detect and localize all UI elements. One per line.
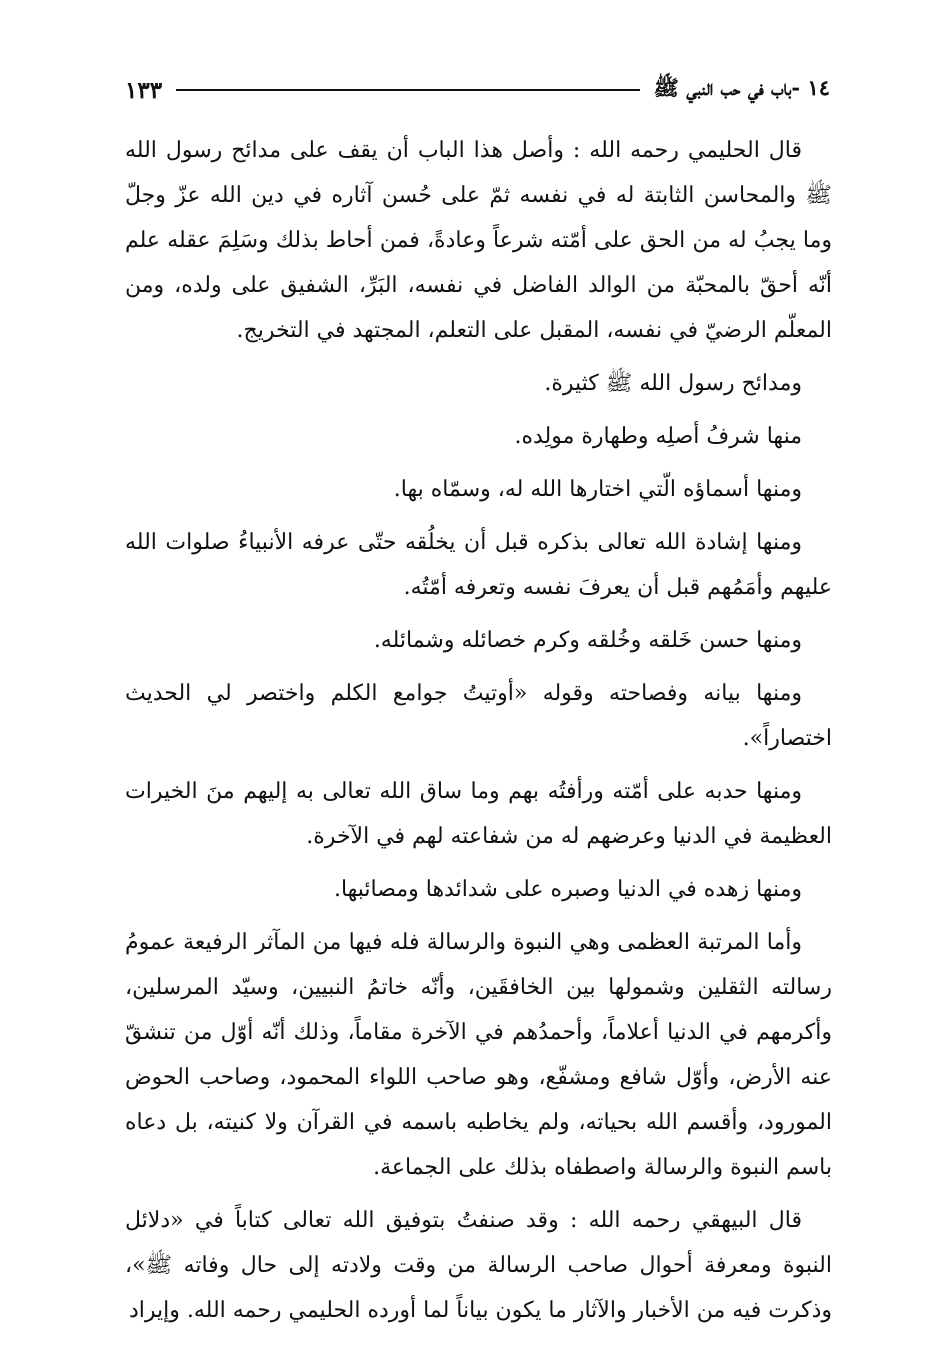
chapter-title: ١٤ -باب في حب النبي ﷺ <box>653 74 830 100</box>
paragraph: ومنها إشادة الله تعالى بذكره قبل أن يخلُقه حتّى عرفه الأنبياءُ صلوات الله عليهم وأمَمُهم قبل أن يعرفَ نفسه وتعرفه أمّتُه. <box>125 530 832 600</box>
paragraph: قال البيهقي رحمه الله : وقد صنفتُ بتوفيق الله تعالى كتاباً في «دلائل النبوة ومعرفة أحوال صاحب الرسالة من وقت ولادته إلى حال وفاته ﷺ»، وذكرت فيه من الأخبار والآثار ما يكون بياناً لما أورده الحليمي رحمه الله. وإيراد <box>125 1208 832 1323</box>
page-body <box>125 128 832 1341</box>
paragraph: ومدائح رسول الله ﷺ كثيرة. <box>544 371 802 396</box>
paragraph: ومنها حسن خَلقه وخُلقه وكرم خصائله وشمائله. <box>373 628 802 653</box>
paragraph: ومنها زهده في الدنيا وصبره على شدائدها ومصائبها. <box>333 877 802 902</box>
paragraph: منها شرفُ أصلِه وطهارة مولِده. <box>514 424 802 449</box>
header-rule <box>176 89 639 91</box>
paragraph: ومنها أسماؤه الّتي اختارها الله له، وسمّاه بها. <box>393 477 802 502</box>
paragraph: وأما المرتبة العظمى وهي النبوة والرسالة فله فيها من المآثر الرفيعة عمومُ رسالته الثقلين وشمولها بين الخافقَين، وأنّه خاتمُ النبيين، وسيّد المرسلين، وأكرمهم في الدنيا أعلاماً، وأحمدُهم في الآخرة مقاماً، وذلك أنّه أوّل من تنشقّ عنه الأرض، وأوّل شافع ومشفّع، وهو صاحب اللواء المحمود، وصاحب الحوض المورود، وأقسم الله بحياته، ولم يخاطبه باسمه في القرآن ولا كنيته، بل دعاه باسم النبوة والرسالة واصطفاه بذلك على الجماعة. <box>125 930 832 1180</box>
paragraph: ومنها حدبه على أمّته ورأفتُه بهم وما ساق الله تعالى به إليهم منَ الخيرات العظيمة في الدنيا وعرضهم له من شفاعته لهم في الآخرة. <box>125 779 832 849</box>
paragraph: ومنها بيانه وفصاحته وقوله «أوتيتُ جوامع الكلم واختصر لي الحديث اختصاراً». <box>125 681 832 751</box>
page-number: ١٣٣ <box>125 76 163 104</box>
running-header <box>125 70 830 110</box>
paragraph: قال الحليمي رحمه الله : وأصل هذا الباب أن يقف على مدائح رسول الله ﷺ والمحاسن الثابتة له في نفسه ثمّ على حُسن آثاره في دين الله عزّ وجلّ وما يجبُ له من الحق على أمّته شرعاً وعادةً، فمن أحاط بذلك وسَلِمَ عقله علم أنّه أحقّ بالمحبّة من الوالد الفاضل في نفسه، البَرِّ، الشفيق على ولده، ومن المعلّم الرضيّ في نفسه، المقبل على التعلم، المجتهد في التخريج. <box>125 138 832 343</box>
